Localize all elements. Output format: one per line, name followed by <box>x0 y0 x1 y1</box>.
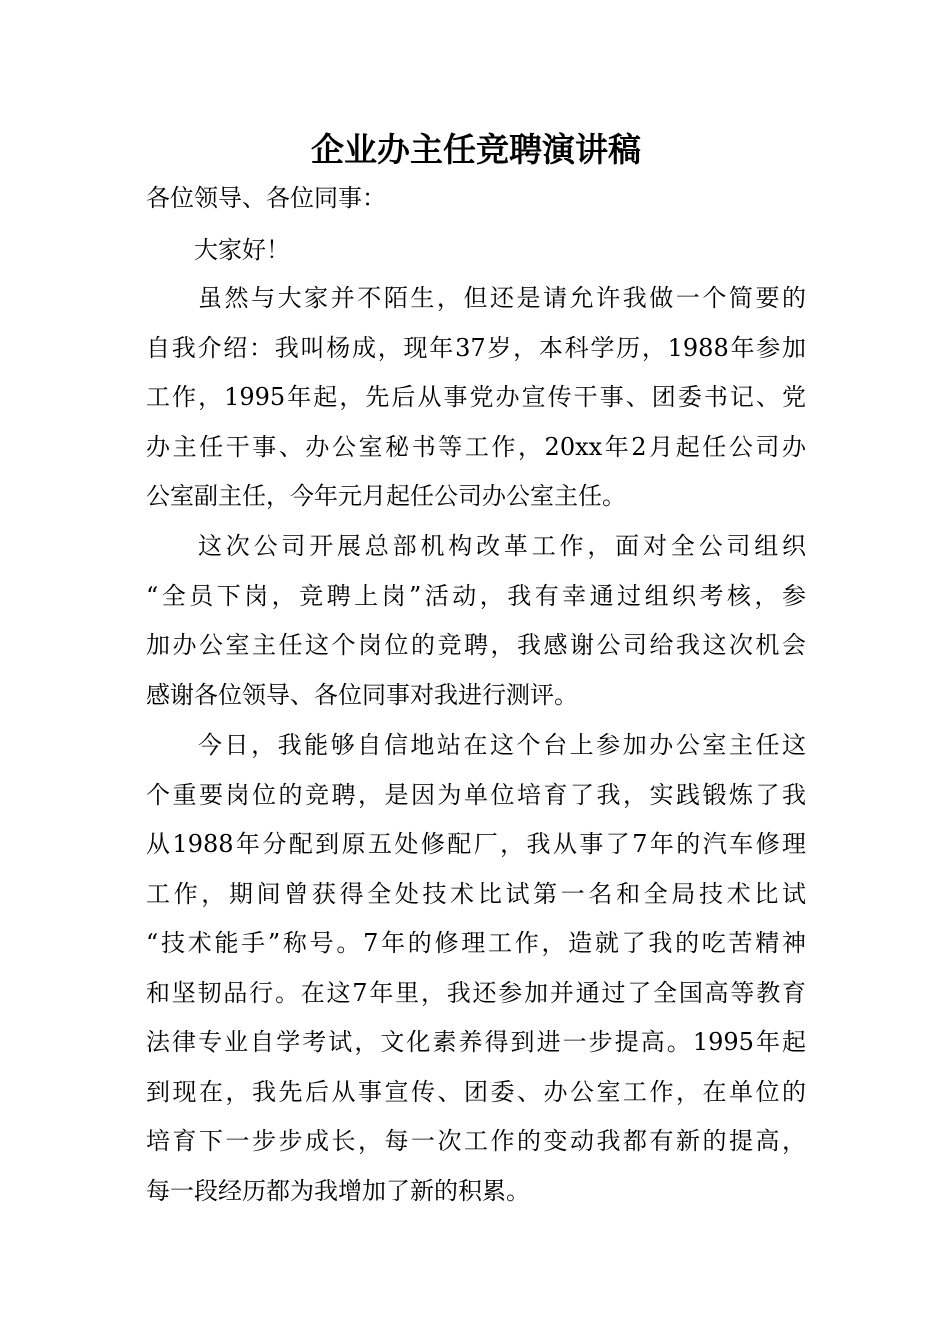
paragraph-line: 加办公室主任这个岗位的竞聘，我感谢公司给我这次机会 <box>146 631 806 659</box>
paragraph-line: 从1988年分配到原五处修配厂，我从事了7年的汽车修理 <box>146 830 806 858</box>
paragraph-line: 法律专业自学考试，文化素养得到进一步提高。1995年起 <box>146 1028 806 1056</box>
paragraph-introduction <box>146 274 806 522</box>
paragraph-reform <box>146 522 806 720</box>
paragraph-line: 个重要岗位的竞聘，是因为单位培育了我，实践锻炼了我 <box>146 780 806 809</box>
paragraph-line: 培育下一步步成长，每一次工作的变动我都有新的提高， <box>146 1127 806 1155</box>
paragraph-line: 办主任干事、办公室秘书等工作，20xx年2月起任公司办 <box>146 432 806 461</box>
paragraph-line: 感谢各位领导、各位同事对我进行测评。 <box>146 680 578 709</box>
document-title: 企业办主任竞聘演讲稿 <box>311 130 641 169</box>
paragraph-line: 每一段经历都为我增加了新的积累。 <box>146 1176 530 1205</box>
paragraph-line: 虽然与大家并不陌生，但还是请允许我做一个简要的 <box>198 284 806 312</box>
paragraph-line: 公室副主任，今年元月起任公司办公室主任。 <box>146 482 626 510</box>
paragraph-experience <box>146 721 806 1216</box>
paragraph-line: 到现在，我先后从事宣传、团委、办公室工作，在单位的 <box>146 1077 806 1106</box>
paragraph-line: 和坚韧品行。在这7年里，我还参加并通过了全国高等教育 <box>146 978 806 1007</box>
salutation: 各位领导、各位同事： <box>146 184 386 212</box>
paragraph-line: 工作，期间曾获得全处技术比试第一名和全局技术比试 <box>146 879 806 908</box>
paragraph-line: 工作，1995年起，先后从事党办宣传干事、团委书记、党 <box>146 383 806 411</box>
greeting: 大家好！ <box>194 236 290 264</box>
paragraph-line: 自我介绍：我叫杨成，现年37岁，本科学历，1988年参加 <box>146 333 806 362</box>
paragraph-line: 这次公司开展总部机构改革工作，面对全公司组织 <box>198 532 806 560</box>
paragraph-line: “技术能手”称号。7年的修理工作，造就了我的吃苦精神 <box>146 929 806 957</box>
paragraph-line: “全员下岗，竞聘上岗”活动，我有幸通过组织考核，参 <box>146 581 806 610</box>
paragraph-line: 今日，我能够自信地站在这个台上参加办公室主任这 <box>198 731 806 759</box>
